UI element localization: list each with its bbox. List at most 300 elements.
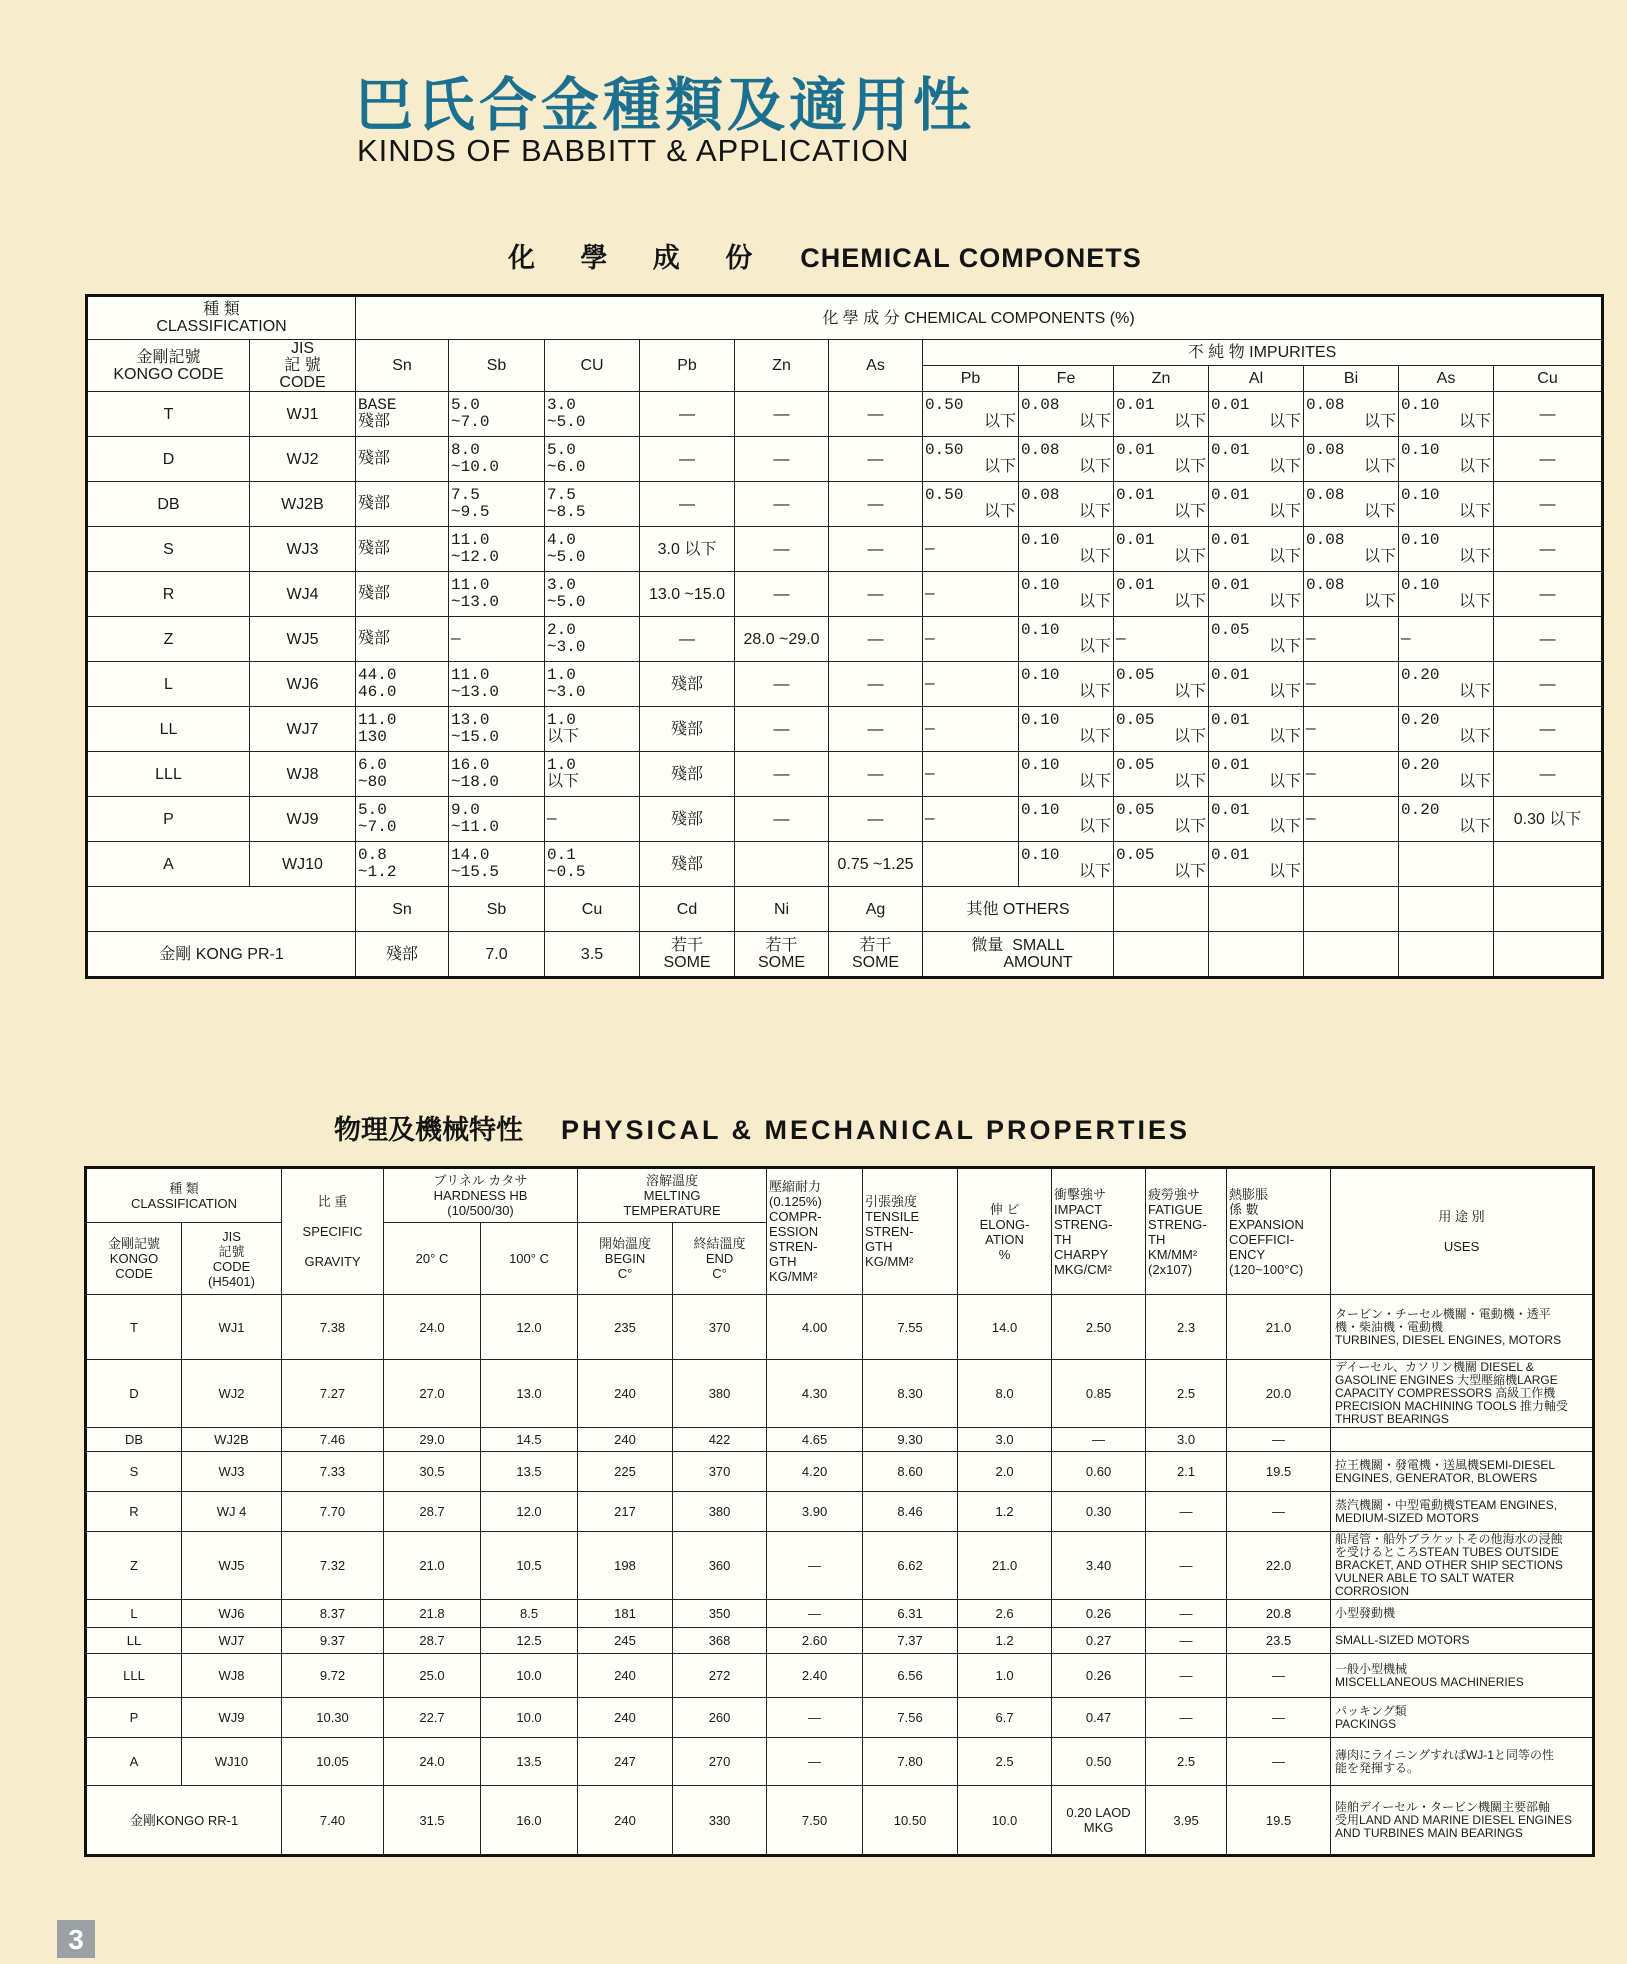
phys-comp: 2.40 (767, 1654, 863, 1698)
phys-h100: 12.0 (481, 1492, 578, 1532)
chem-code: R (87, 572, 250, 617)
physical-section-title (334, 1108, 1190, 1147)
chem-pb: 殘部 (640, 662, 735, 707)
phys-fatigue: — (1146, 1698, 1227, 1738)
phys-gravity: 10.30 (282, 1698, 384, 1738)
chem-pb: 3.0 以下 (640, 527, 735, 572)
phys-h20: 28.7 (384, 1628, 481, 1654)
chem-code: P (87, 797, 250, 842)
phys-gravity-header: 比 重 SPECIFIC GRAVITY (282, 1168, 384, 1295)
phys-impact: 0.20 LAOD MKG (1052, 1786, 1146, 1856)
phys-exp: 19.5 (1227, 1786, 1331, 1856)
phys-impact: 2.50 (1052, 1295, 1146, 1360)
phys-h100: 8.5 (481, 1600, 578, 1628)
blank-cell (1399, 887, 1494, 932)
kong-col-sn: Sn (356, 887, 449, 932)
chem-jis: WJ5 (250, 617, 356, 662)
phys-fatigue: — (1146, 1532, 1227, 1600)
chem-sn: 6.0 ~80 (356, 752, 449, 797)
chem-jis: WJ7 (250, 707, 356, 752)
chem-jis: WJ10 (250, 842, 356, 887)
chem-i_zn: 0.01 以下 (1114, 527, 1209, 572)
kong-cu: 3.5 (545, 932, 640, 978)
chem-jis: WJ8 (250, 752, 356, 797)
phys-impact: 0.60 (1052, 1452, 1146, 1492)
chem-i_cu: — (1494, 662, 1603, 707)
chem-i_fe: 0.10 以下 (1019, 752, 1114, 797)
phys-row (86, 1654, 1594, 1698)
chem-i_fe: 0.08 以下 (1019, 392, 1114, 437)
phys-elong: 1.2 (958, 1492, 1052, 1532)
chem-i_fe: 0.10 以下 (1019, 797, 1114, 842)
chem-i_as: 0.20 以下 (1399, 752, 1494, 797)
chem-cu: — (545, 797, 640, 842)
chem-i_fe: 0.10 以下 (1019, 842, 1114, 887)
phys-begin: 235 (578, 1295, 673, 1360)
chem-i_as: 0.20 以下 (1399, 707, 1494, 752)
chem-pb: 13.0 ~15.0 (640, 572, 735, 617)
chem-i_bi: 0.08 以下 (1304, 572, 1399, 617)
chem-sn: BASE 殘部 (356, 392, 449, 437)
blank-cell (1304, 887, 1399, 932)
phys-exp: 20.0 (1227, 1360, 1331, 1428)
phys-elong: 14.0 (958, 1295, 1052, 1360)
chem-sn: 殘部 (356, 527, 449, 572)
chem-code: T (87, 392, 250, 437)
chem-zn: — (735, 797, 829, 842)
phys-exp: — (1227, 1698, 1331, 1738)
phys-code: L (86, 1600, 182, 1628)
phys-impact: 0.26 (1052, 1654, 1146, 1698)
phys-h100: 12.0 (481, 1295, 578, 1360)
chem-row (87, 527, 1603, 572)
phys-jis: WJ1 (182, 1295, 282, 1360)
phys-exp: 22.0 (1227, 1532, 1331, 1600)
chem-i_al: 0.01 以下 (1209, 527, 1304, 572)
phys-impact: 0.27 (1052, 1628, 1146, 1654)
chem-zn: 28.0 ~29.0 (735, 617, 829, 662)
chem-i_fe: 0.10 以下 (1019, 662, 1114, 707)
chem-sn: 5.0 ~7.0 (356, 797, 449, 842)
phys-h100: 10.5 (481, 1532, 578, 1600)
phys-fatigue: 2.1 (1146, 1452, 1227, 1492)
phys-code: P (86, 1698, 182, 1738)
phys-comp: 3.90 (767, 1492, 863, 1532)
chem-sb: 11.0 ~13.0 (449, 662, 545, 707)
chem-jis: WJ1 (250, 392, 356, 437)
chem-i_zn: 0.01 以下 (1114, 437, 1209, 482)
phys-elong: 10.0 (958, 1786, 1052, 1856)
chem-i_al: 0.01 以下 (1209, 752, 1304, 797)
phys-elongation-header: 伸 ビ ELONG- ATION % (958, 1168, 1052, 1295)
blank-cell (1114, 932, 1209, 978)
phys-tensile: 6.31 (863, 1600, 958, 1628)
phys-row (86, 1428, 1594, 1452)
phys-code: A (86, 1738, 182, 1786)
chem-sb: 13.0 ~15.0 (449, 707, 545, 752)
chem-i_zn: 0.05 以下 (1114, 797, 1209, 842)
phys-h100: 16.0 (481, 1786, 578, 1856)
phys-impact: 0.47 (1052, 1698, 1146, 1738)
phys-tensile: 9.30 (863, 1428, 958, 1452)
chem-i_fe: 0.08 以下 (1019, 437, 1114, 482)
phys-expansion-header: 熱膨脹 係 數 EXPANSION COEFFICI- ENCY (120~100°C) (1227, 1168, 1331, 1295)
phys-end: 368 (673, 1628, 767, 1654)
phys-h20: 30.5 (384, 1452, 481, 1492)
chem-i_as: — (1399, 617, 1494, 662)
blank-cell (1494, 887, 1603, 932)
phys-elong: 2.0 (958, 1452, 1052, 1492)
phys-exp: 23.5 (1227, 1628, 1331, 1654)
chem-zn: — (735, 482, 829, 527)
phys-code: LL (86, 1628, 182, 1654)
chem-sn: 殘部 (356, 572, 449, 617)
phys-elong: 2.5 (958, 1738, 1052, 1786)
chem-as: 0.75 ~1.25 (829, 842, 923, 887)
chem-i_as: 0.20 以下 (1399, 662, 1494, 707)
kong-col-sb: Sb (449, 887, 545, 932)
kong-col-others: 其他 OTHERS (923, 887, 1114, 932)
chem-i_al: 0.01 以下 (1209, 482, 1304, 527)
chem-as: — (829, 527, 923, 572)
chem-i_pb: — (923, 797, 1019, 842)
chem-sb: — (449, 617, 545, 662)
phys-row (86, 1452, 1594, 1492)
phys-gravity: 7.33 (282, 1452, 384, 1492)
phys-h100: 12.5 (481, 1628, 578, 1654)
chem-i_as: 0.10 以下 (1399, 482, 1494, 527)
chem-sb: 7.5 ~9.5 (449, 482, 545, 527)
phys-begin: 247 (578, 1738, 673, 1786)
chem-pb: — (640, 392, 735, 437)
phys-tensile: 7.37 (863, 1628, 958, 1654)
phys-uses: 一般小型機械 MISCELLANEOUS MACHINERIES (1331, 1654, 1594, 1698)
phys-uses: 船尾管・船外ブラケットその他海水の浸蝕 を受けるところSTEAN TUBES OUTSIDE BRACKET, AND OTHER SHIP SECTIONS VULNER ABLE TO SALT WATER CORROSION (1331, 1532, 1594, 1600)
phys-uses: 小型發動機 (1331, 1600, 1594, 1628)
phys-gravity: 8.37 (282, 1600, 384, 1628)
phys-row (86, 1786, 1594, 1856)
phys-fatigue: 3.0 (1146, 1428, 1227, 1452)
phys-jis: WJ 4 (182, 1492, 282, 1532)
phys-h20: 25.0 (384, 1654, 481, 1698)
chem-i_cu: — (1494, 707, 1603, 752)
chem-i_cu: — (1494, 392, 1603, 437)
blank-cell (1494, 932, 1603, 978)
chem-zn: — (735, 527, 829, 572)
phys-classification-header: 種 類 CLASSIFICATION (86, 1168, 282, 1223)
phys-begin: 225 (578, 1452, 673, 1492)
phys-end: 380 (673, 1492, 767, 1532)
phys-fatigue: — (1146, 1492, 1227, 1532)
chem-i_pb: — (923, 572, 1019, 617)
phys-row (86, 1738, 1594, 1786)
chem-row (87, 617, 1603, 662)
page-title-en: KINDS OF BABBITT & APPLICATION (357, 133, 910, 168)
phys-code: Z (86, 1532, 182, 1600)
chem-i_as (1399, 842, 1494, 887)
phys-tensile: 6.62 (863, 1532, 958, 1600)
chem-cu: 0.1 ~0.5 (545, 842, 640, 887)
impurities-header: 不 純 物 IMPURITES (923, 340, 1603, 366)
phys-gravity: 7.32 (282, 1532, 384, 1600)
chemical-title-zh: 化 學 成 份 (508, 243, 771, 274)
chem-i_al: 0.01 以下 (1209, 662, 1304, 707)
phys-code: T (86, 1295, 182, 1360)
phys-gravity: 7.70 (282, 1492, 384, 1532)
chem-zn: — (735, 437, 829, 482)
chem-i_bi: — (1304, 662, 1399, 707)
chem-i_pb: — (923, 527, 1019, 572)
imp-col-al: Al (1209, 366, 1304, 392)
phys-jis-header: JIS 記號 CODE (H5401) (182, 1223, 282, 1295)
phys-exp: 20.8 (1227, 1600, 1331, 1628)
phys-impact: 3.40 (1052, 1532, 1146, 1600)
chem-sn: 44.0 46.0 (356, 662, 449, 707)
phys-uses: パッキング類 PACKINGS (1331, 1698, 1594, 1738)
phys-comp: 7.50 (767, 1786, 863, 1856)
chem-row (87, 482, 1603, 527)
kong-label: 金剛 KONG PR-1 (87, 932, 356, 978)
phys-begin: 217 (578, 1492, 673, 1532)
phys-row (86, 1360, 1594, 1428)
phys-begin: 240 (578, 1698, 673, 1738)
phys-tensile: 8.60 (863, 1452, 958, 1492)
chem-i_cu: — (1494, 572, 1603, 617)
chem-zn: — (735, 392, 829, 437)
chem-i_zn: 0.01 以下 (1114, 482, 1209, 527)
chem-code: LLL (87, 752, 250, 797)
blank-cell (1209, 887, 1304, 932)
phys-gravity: 7.27 (282, 1360, 384, 1428)
phys-exp: — (1227, 1654, 1331, 1698)
chem-as: — (829, 752, 923, 797)
phys-impact: 0.26 (1052, 1600, 1146, 1628)
phys-h100: 10.0 (481, 1698, 578, 1738)
chem-i_fe: 0.10 以下 (1019, 707, 1114, 752)
chem-as: — (829, 797, 923, 842)
col-sb: Sb (449, 340, 545, 392)
phys-begin: 240 (578, 1786, 673, 1856)
phys-jis: WJ6 (182, 1600, 282, 1628)
chem-i_pb: 0.50 以下 (923, 482, 1019, 527)
phys-code: D (86, 1360, 182, 1428)
chem-i_zn: 0.05 以下 (1114, 662, 1209, 707)
phys-comp: 4.30 (767, 1360, 863, 1428)
chem-i_al: 0.01 以下 (1209, 707, 1304, 752)
phys-row (86, 1628, 1594, 1654)
chem-row (87, 842, 1603, 887)
chem-cu: 4.0 ~5.0 (545, 527, 640, 572)
chem-row (87, 707, 1603, 752)
chem-zn: — (735, 707, 829, 752)
phys-gravity: 9.72 (282, 1654, 384, 1698)
phys-h100-header: 100° C (481, 1223, 578, 1295)
phys-impact: 0.50 (1052, 1738, 1146, 1786)
components-header: 化 學 成 分 CHEMICAL COMPONENTS (%) (356, 296, 1603, 340)
kong-header-blank (87, 887, 356, 932)
chem-cu: 3.0 ~5.0 (545, 392, 640, 437)
phys-begin: 240 (578, 1360, 673, 1428)
imp-col-fe: Fe (1019, 366, 1114, 392)
chemical-title-en: CHEMICAL COMPONETS (800, 243, 1142, 273)
phys-elong: 1.0 (958, 1654, 1052, 1698)
chem-i_fe: 0.08 以下 (1019, 482, 1114, 527)
phys-begin-header: 開始溫度 BEGIN C° (578, 1223, 673, 1295)
phys-fatigue: 2.5 (1146, 1360, 1227, 1428)
chem-row (87, 662, 1603, 707)
phys-compression-header: 壓縮耐力 (0.125%) COMPR- ESSION STREN- GTH KG/MM² (767, 1168, 863, 1295)
imp-col-zn: Zn (1114, 366, 1209, 392)
phys-begin: 240 (578, 1654, 673, 1698)
chem-row (87, 437, 1603, 482)
phys-end: 270 (673, 1738, 767, 1786)
phys-exp: 19.5 (1227, 1452, 1331, 1492)
phys-impact: — (1052, 1428, 1146, 1452)
chem-cu: 1.0 以下 (545, 752, 640, 797)
phys-h20: 28.7 (384, 1492, 481, 1532)
phys-kongo-header: 金剛記號 KONGO CODE (86, 1223, 182, 1295)
chem-as: — (829, 662, 923, 707)
chem-as: — (829, 482, 923, 527)
chem-jis: WJ2B (250, 482, 356, 527)
kong-sb: 7.0 (449, 932, 545, 978)
phys-elong: 2.6 (958, 1600, 1052, 1628)
phys-code: LLL (86, 1654, 182, 1698)
phys-comp: 2.60 (767, 1628, 863, 1654)
phys-row (86, 1698, 1594, 1738)
imp-col-bi: Bi (1304, 366, 1399, 392)
chem-i_cu: 0.30 以下 (1494, 797, 1603, 842)
phys-gravity: 7.46 (282, 1428, 384, 1452)
chem-row (87, 392, 1603, 437)
phys-exp: — (1227, 1738, 1331, 1786)
phys-end: 350 (673, 1600, 767, 1628)
chem-row (87, 752, 1603, 797)
phys-impact: 0.85 (1052, 1360, 1146, 1428)
chem-jis: WJ2 (250, 437, 356, 482)
chem-i_al: 0.05 以下 (1209, 617, 1304, 662)
phys-uses: 陸舶デイーセル・タービン機關主要部軸 受用LAND AND MARINE DIESEL ENGINES AND TURBINES MAIN BEARINGS (1331, 1786, 1594, 1856)
chem-i_bi: 0.08 以下 (1304, 482, 1399, 527)
chem-sb: 11.0 ~12.0 (449, 527, 545, 572)
imp-col-cu: Cu (1494, 366, 1603, 392)
chem-jis: WJ3 (250, 527, 356, 572)
blank-cell (1209, 932, 1304, 978)
phys-fatigue: 2.5 (1146, 1738, 1227, 1786)
phys-impact-header: 衝擊強サ IMPACT STRENG- TH CHARPY MKG/CM² (1052, 1168, 1146, 1295)
phys-jis: WJ10 (182, 1738, 282, 1786)
chem-sb: 9.0 ~11.0 (449, 797, 545, 842)
phys-comp: 4.20 (767, 1452, 863, 1492)
phys-h100: 13.5 (481, 1738, 578, 1786)
phys-hardness-header: ブリネル カタサ HARDNESS HB (10/500/30) (384, 1168, 578, 1223)
phys-comp: — (767, 1600, 863, 1628)
kong-cd: 若干 SOME (640, 932, 735, 978)
chem-i_pb: 0.50 以下 (923, 392, 1019, 437)
phys-gravity: 10.05 (282, 1738, 384, 1786)
chem-code: LL (87, 707, 250, 752)
phys-exp: — (1227, 1428, 1331, 1452)
phys-h20: 24.0 (384, 1738, 481, 1786)
phys-jis: WJ3 (182, 1452, 282, 1492)
chem-i_bi: — (1304, 617, 1399, 662)
chem-i_pb (923, 842, 1019, 887)
imp-col-pb: Pb (923, 366, 1019, 392)
phys-fatigue: 3.95 (1146, 1786, 1227, 1856)
chem-code: A (87, 842, 250, 887)
chem-jis: WJ9 (250, 797, 356, 842)
col-as: As (829, 340, 923, 392)
phys-elong: 21.0 (958, 1532, 1052, 1600)
chem-sb: 14.0 ~15.5 (449, 842, 545, 887)
chem-i_pb: 0.50 以下 (923, 437, 1019, 482)
phys-h20: 31.5 (384, 1786, 481, 1856)
chem-i_al: 0.01 以下 (1209, 842, 1304, 887)
chem-row (87, 797, 1603, 842)
kong-col-cu: Cu (545, 887, 640, 932)
phys-tensile: 7.80 (863, 1738, 958, 1786)
phys-begin: 245 (578, 1628, 673, 1654)
phys-end: 330 (673, 1786, 767, 1856)
phys-comp: — (767, 1738, 863, 1786)
chem-zn: — (735, 572, 829, 617)
phys-end-header: 終結溫度 END C° (673, 1223, 767, 1295)
chem-i_bi: 0.08 以下 (1304, 527, 1399, 572)
page-title-zh: 巴氏合金種類及適用性 (355, 71, 976, 139)
kong-col-ni: Ni (735, 887, 829, 932)
chem-sb: 11.0 ~13.0 (449, 572, 545, 617)
phys-h20: 29.0 (384, 1428, 481, 1452)
chem-i_zn: 0.01 以下 (1114, 572, 1209, 617)
chem-i_al: 0.01 以下 (1209, 797, 1304, 842)
chem-i_pb: — (923, 662, 1019, 707)
chem-code: Z (87, 617, 250, 662)
chem-i_cu: — (1494, 617, 1603, 662)
phys-h20: 21.8 (384, 1600, 481, 1628)
phys-gravity: 7.40 (282, 1786, 384, 1856)
phys-comp: — (767, 1532, 863, 1600)
physical-rows (86, 1295, 1594, 1856)
col-cu: CU (545, 340, 640, 392)
phys-elong: 8.0 (958, 1360, 1052, 1428)
chem-pb: 殘部 (640, 797, 735, 842)
page-number: 3 (57, 1920, 95, 1958)
phys-end: 360 (673, 1532, 767, 1600)
chem-i_zn: 0.05 以下 (1114, 842, 1209, 887)
chem-i_as: 0.20 以下 (1399, 797, 1494, 842)
phys-begin: 240 (578, 1428, 673, 1452)
phys-comp: 4.00 (767, 1295, 863, 1360)
chem-cu: 7.5 ~8.5 (545, 482, 640, 527)
chem-i_fe: 0.10 以下 (1019, 527, 1114, 572)
kong-others: 微量 SMALL AMOUNT (923, 932, 1114, 978)
phys-h20: 27.0 (384, 1360, 481, 1428)
chem-i_al: 0.01 以下 (1209, 572, 1304, 617)
phys-melting-header: 溶解溫度 MELTING TEMPERATURE (578, 1168, 767, 1223)
chem-as: — (829, 392, 923, 437)
physical-title-zh: 物理及機械特性 (334, 1115, 523, 1146)
blank-cell (1304, 932, 1399, 978)
chem-i_bi: — (1304, 707, 1399, 752)
chem-pb: 殘部 (640, 752, 735, 797)
phys-h20: 21.0 (384, 1532, 481, 1600)
chem-jis: WJ4 (250, 572, 356, 617)
chem-i_as: 0.10 以下 (1399, 392, 1494, 437)
chem-sn: 殘部 (356, 482, 449, 527)
chem-code: S (87, 527, 250, 572)
chem-i_al: 0.01 以下 (1209, 437, 1304, 482)
chem-sb: 8.0 ~10.0 (449, 437, 545, 482)
